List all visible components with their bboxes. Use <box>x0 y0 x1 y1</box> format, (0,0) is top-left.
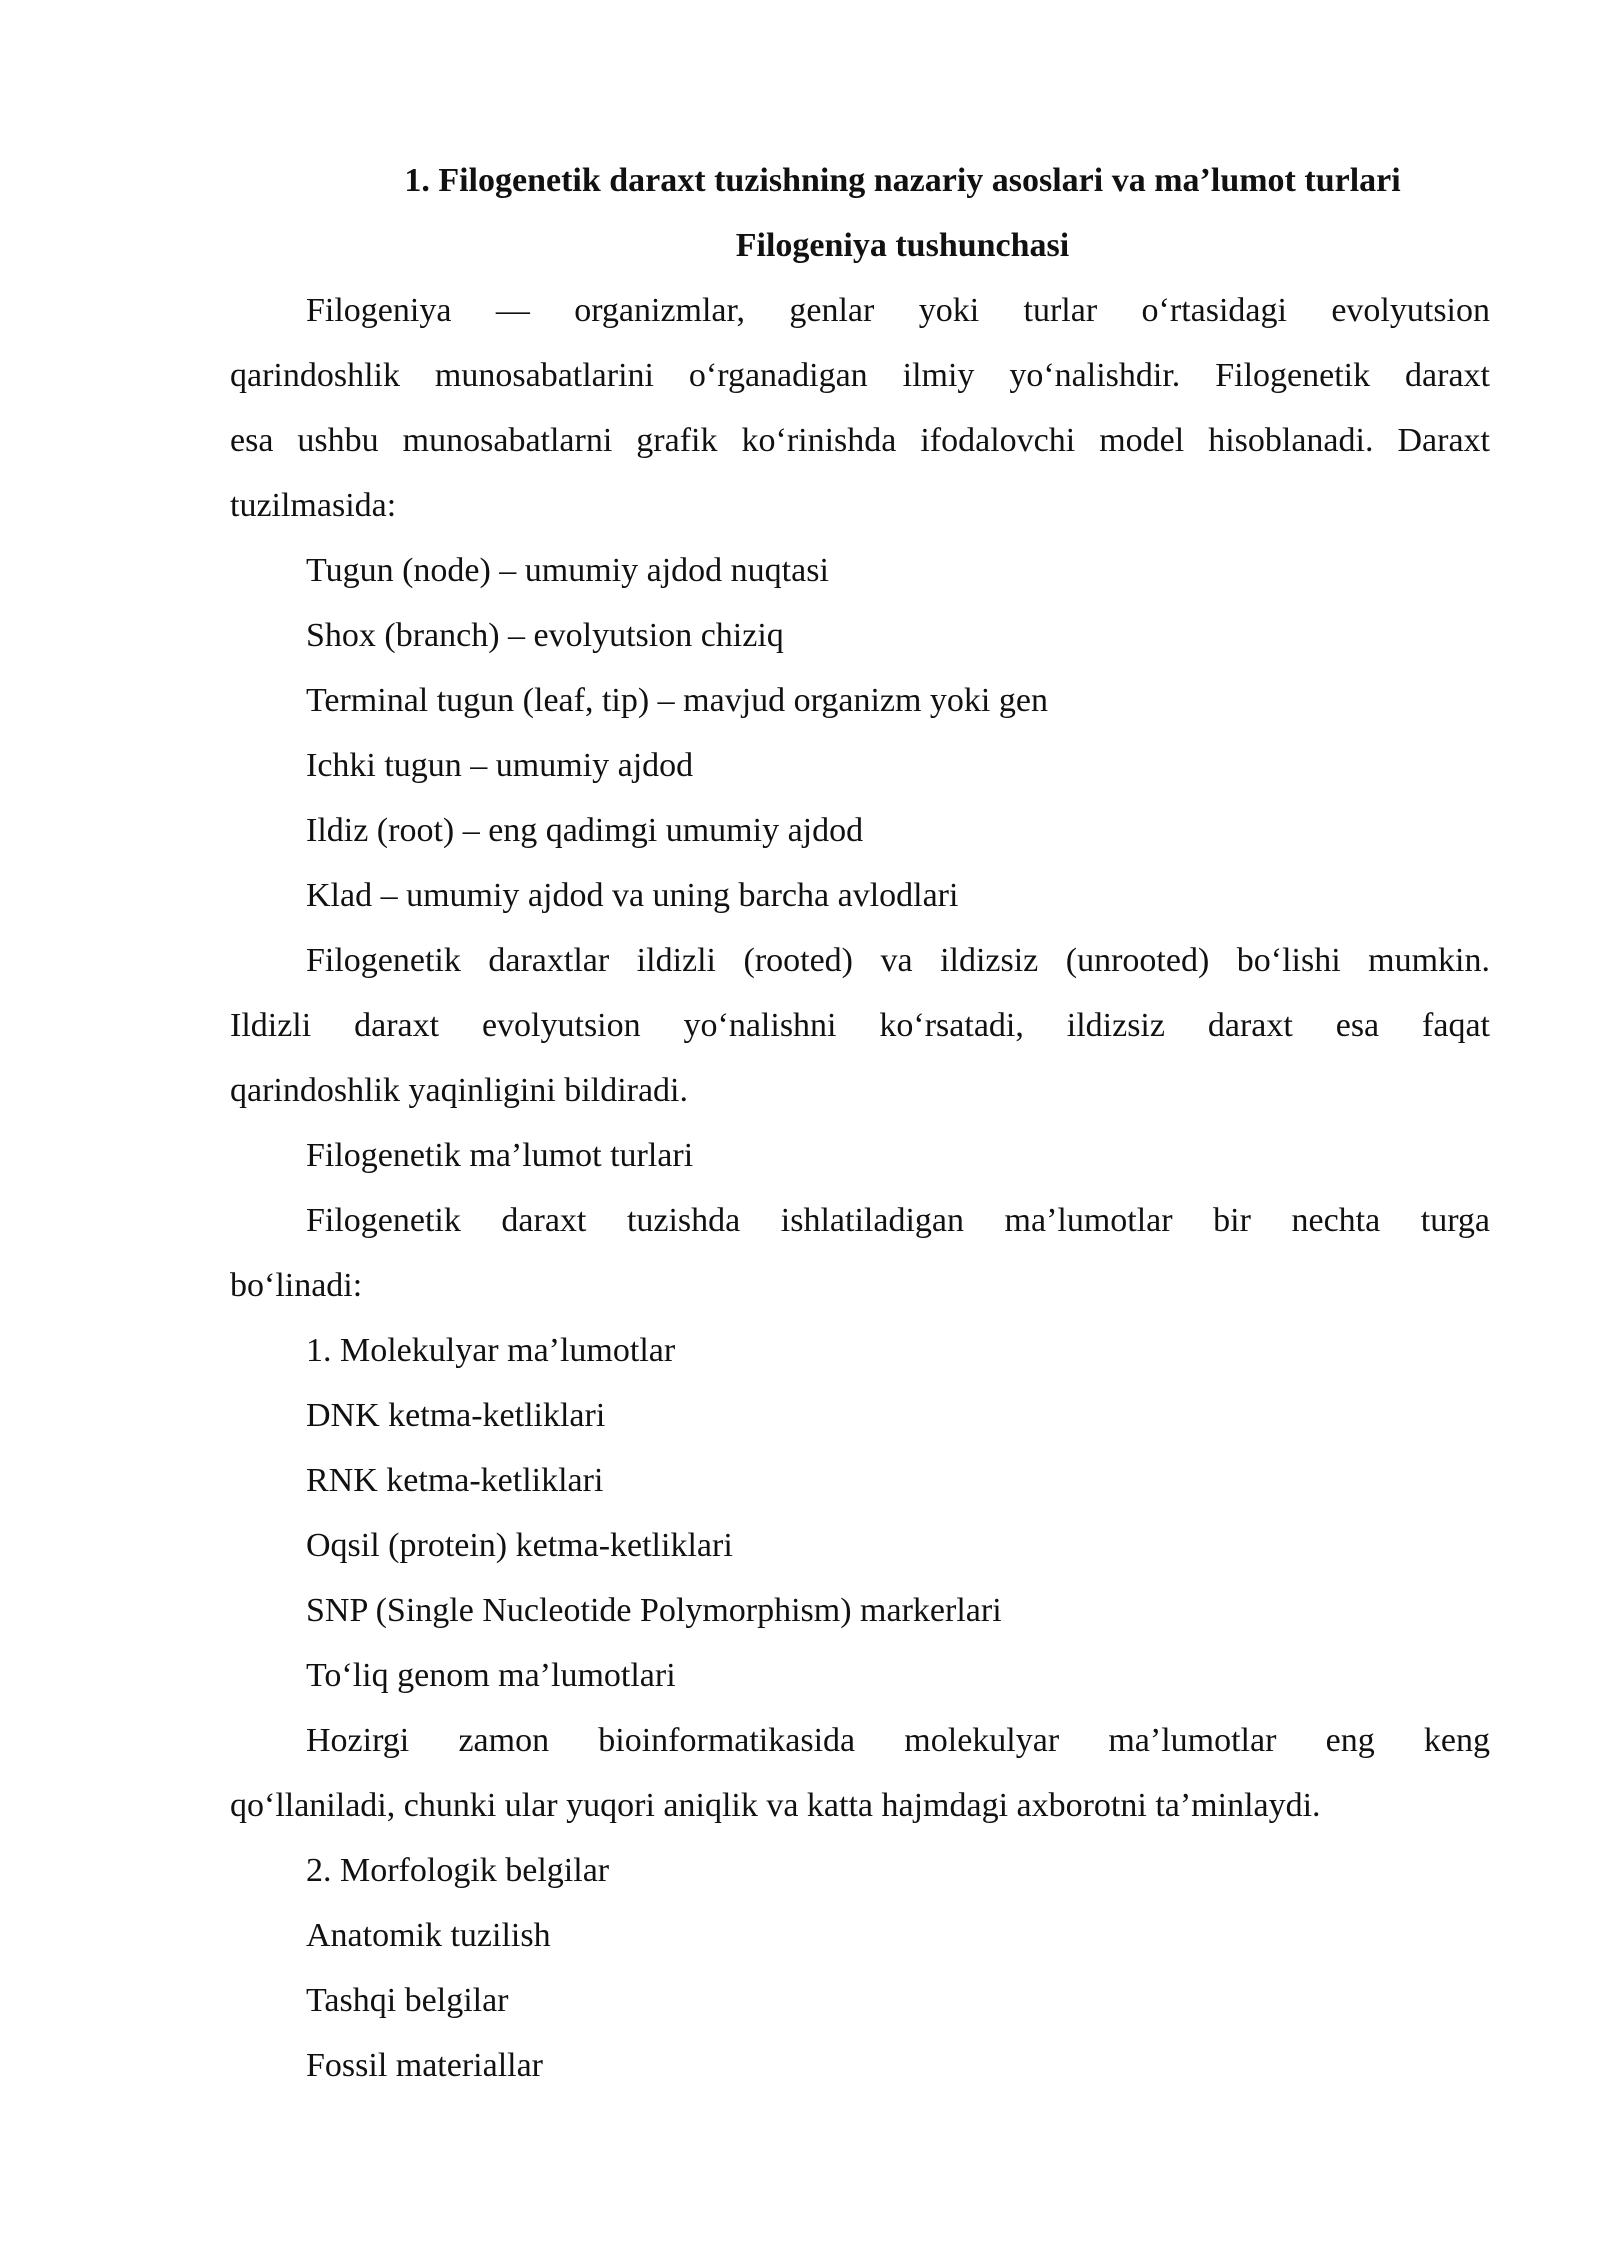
morphological-heading: 2. Morfologik belgilar <box>306 1852 610 1889</box>
section-title: 1. Filogenetik daraxt tuzishning nazariy asoslari va ma’lumot turlari <box>404 162 1401 199</box>
molecular-para-line-1: Hozirgi zamon bioinformatikasida molekulyar ma’lumotlar eng keng <box>306 1722 1490 1759</box>
intro-line-4: tuzilmasida: <box>230 487 397 524</box>
intro-line-1: Filogeniya — organizmlar, genlar yoki turlar o‘rtasidagi evolyutsion <box>306 292 1490 329</box>
molecular-para-line-2: qo‘llaniladi, chunki ular yuqori aniqlik va katta hajmdagi axborotni ta’minlaydi. <box>230 1787 1321 1824</box>
morphological-item-fossil: Fossil materiallar <box>306 2047 544 2084</box>
molecular-item-genome: To‘liq genom ma’lumotlari <box>306 1657 676 1694</box>
molecular-item-dna: DNK ketma-ketliklari <box>306 1397 606 1434</box>
term-node: Tugun (node) – umumiy ajdod nuqtasi <box>306 552 829 589</box>
rooted-line-3: qarindoshlik yaqinligini bildiradi. <box>230 1072 689 1109</box>
data-types-heading: Filogenetik ma’lumot turlari <box>306 1137 694 1174</box>
molecular-item-snp: SNP (Single Nucleotide Polymorphism) markerlari <box>306 1592 1002 1629</box>
molecular-heading: 1. Molekulyar ma’lumotlar <box>306 1332 676 1369</box>
intro-line-3: esa ushbu munosabatlarni grafik ko‘rinishda ifodalovchi model hisoblanadi. Daraxt <box>230 422 1490 459</box>
term-branch: Shox (branch) – evolyutsion chiziq <box>306 617 784 654</box>
morphological-item-external: Tashqi belgilar <box>306 1982 509 2019</box>
molecular-item-protein: Oqsil (protein) ketma-ketliklari <box>306 1527 733 1564</box>
term-leaf: Terminal tugun (leaf, tip) – mavjud organizm yoki gen <box>306 682 1048 719</box>
term-root: Ildiz (root) – eng qadimgi umumiy ajdod <box>306 812 864 849</box>
morphological-item-anatomy: Anatomik tuzilish <box>306 1917 551 1954</box>
term-internal-node: Ichki tugun – umumiy ajdod <box>306 747 694 784</box>
rooted-line-1: Filogenetik daraxtlar ildizli (rooted) va ildizsiz (unrooted) bo‘lishi mumkin. <box>306 942 1490 979</box>
document-body <box>230 148 1490 2098</box>
term-clade: Klad – umumiy ajdod va uning barcha avlodlari <box>306 877 959 914</box>
intro-line-2: qarindoshlik munosabatlarini o‘rganadigan ilmiy yo‘nalishdir. Filogenetik daraxt <box>230 357 1490 394</box>
section-subtitle: Filogeniya tushunchasi <box>735 227 1070 264</box>
data-types-line-2: bo‘linadi: <box>230 1267 363 1304</box>
molecular-item-rna: RNK ketma-ketliklari <box>306 1462 604 1499</box>
rooted-line-2: Ildizli daraxt evolyutsion yo‘nalishni ko‘rsatadi, ildizsiz daraxt esa faqat <box>230 1007 1490 1044</box>
data-types-line-1: Filogenetik daraxt tuzishda ishlatiladigan ma’lumotlar bir nechta turga <box>306 1202 1490 1239</box>
